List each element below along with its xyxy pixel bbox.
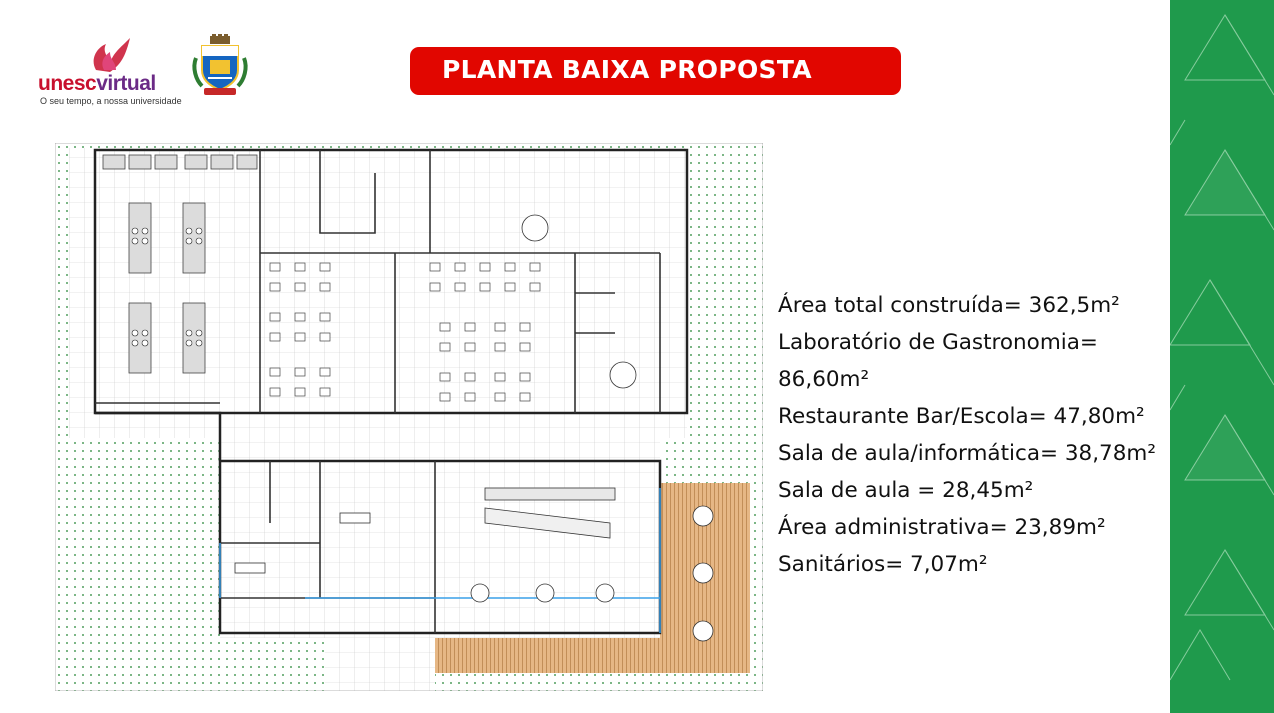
unesc-tagline: O seu tempo, a nossa universidade bbox=[40, 96, 182, 106]
area-item: Sanitários= 7,07m² bbox=[778, 552, 988, 577]
area-item: 86,60m² bbox=[778, 367, 870, 392]
municipal-crest-icon bbox=[188, 34, 252, 98]
triangle-pattern-icon bbox=[1170, 0, 1274, 713]
unesc-wordmark: unescvirtual bbox=[38, 72, 156, 95]
area-item: Restaurante Bar/Escola= 47,80m² bbox=[778, 404, 1145, 429]
area-item: Laboratório de Gastronomia= bbox=[778, 330, 1098, 355]
area-item: Sala de aula = 28,45m² bbox=[778, 478, 1034, 503]
decorative-side-band bbox=[1170, 0, 1274, 713]
area-item: Área total construída= 362,5m² bbox=[778, 293, 1120, 318]
floor-plan-image bbox=[55, 143, 763, 691]
flame-icon bbox=[86, 34, 134, 74]
area-list bbox=[778, 287, 1168, 583]
area-item: Sala de aula/informática= 38,78m² bbox=[778, 441, 1156, 466]
page-title: PLANTA BAIXA PROPOSTA bbox=[442, 55, 812, 84]
area-item: Área administrativa= 23,89m² bbox=[778, 515, 1106, 540]
title-banner bbox=[410, 47, 901, 95]
unesc-virtual-logo bbox=[38, 34, 182, 108]
